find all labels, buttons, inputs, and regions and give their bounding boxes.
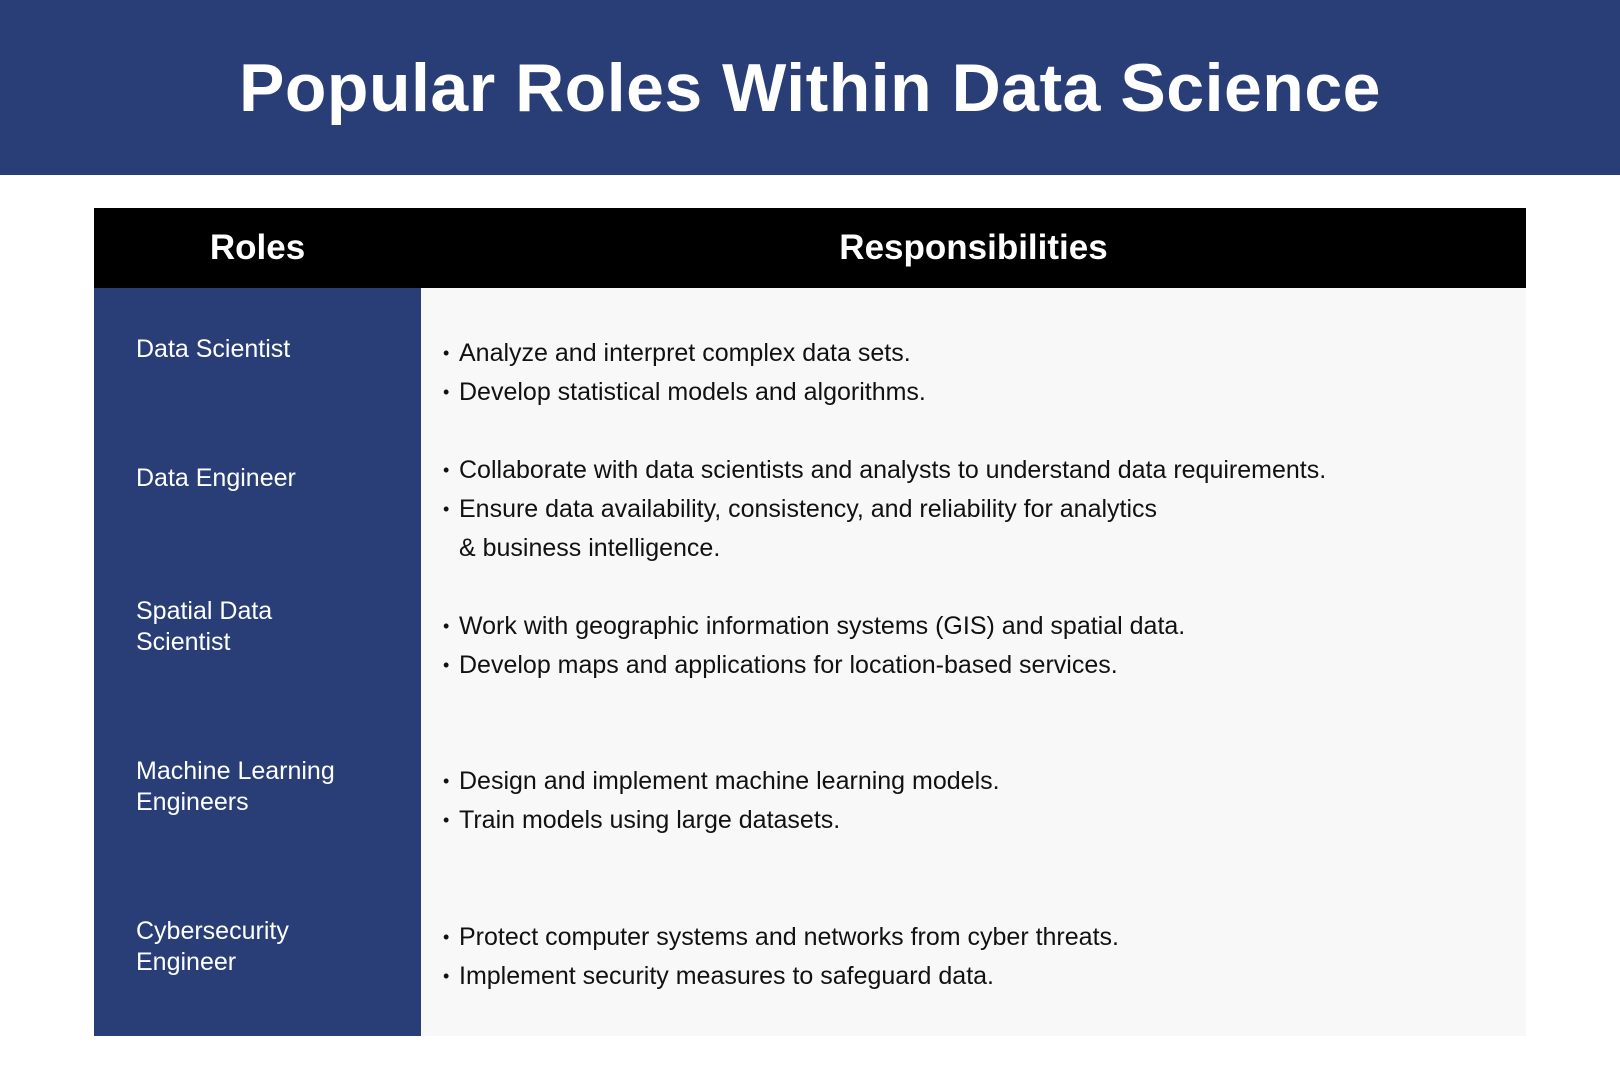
role-data-engineer xyxy=(136,463,416,494)
responsibility-item: • Collaborate with data scientists and analysts to understand data requirements. xyxy=(421,451,1526,490)
responsibility-item: • Develop maps and applications for location-based services. xyxy=(421,646,1526,685)
role-machine-learning-engineers xyxy=(136,756,416,818)
responsibilities-data-scientist xyxy=(421,334,1526,412)
responsibilities-spatial-data-scientist xyxy=(421,607,1526,685)
role-label-line: Cybersecurity xyxy=(136,917,289,945)
role-cybersecurity-engineer xyxy=(136,916,416,978)
responsibility-item: • Protect computer systems and networks from cyber threats. xyxy=(421,918,1526,957)
roles-table xyxy=(94,208,1526,1036)
table-header xyxy=(94,208,1526,288)
role-label-line: Spatial Data xyxy=(136,597,273,625)
responsibility-item-continuation: & business intelligence. xyxy=(459,534,721,562)
responsibility-item: • Analyze and interpret complex data sets. xyxy=(421,334,1526,373)
roles-column xyxy=(94,288,421,1036)
responsibilities-data-engineer xyxy=(421,451,1526,568)
responsibilities-cybersecurity-engineer xyxy=(421,918,1526,996)
header-responsibilities: Responsibilities xyxy=(839,228,1108,267)
page-title: Popular Roles Within Data Science xyxy=(239,49,1381,126)
responsibility-item: • Design and implement machine learning models. xyxy=(421,762,1526,801)
title-banner xyxy=(0,0,1620,175)
responsibility-item: • Implement security measures to safeguard data. xyxy=(421,957,1526,996)
header-roles: Roles xyxy=(209,228,306,267)
responsibilities-column xyxy=(421,288,1526,1036)
role-label-line: Scientist xyxy=(136,628,231,656)
role-label-line: Data Engineer xyxy=(136,464,296,492)
responsibility-item: • Train models using large datasets. xyxy=(421,801,1526,840)
role-data-scientist xyxy=(136,334,416,365)
role-label-line: Engineer xyxy=(136,948,237,976)
role-label-line: Data Scientist xyxy=(136,335,291,363)
responsibilities-machine-learning-engineers xyxy=(421,762,1526,840)
role-label-line: Engineers xyxy=(136,788,249,816)
role-spatial-data-scientist xyxy=(136,596,416,658)
responsibility-item: • Develop statistical models and algorithms. xyxy=(421,373,1526,412)
responsibility-item: • Work with geographic information systems (GIS) and spatial data. xyxy=(421,607,1526,646)
responsibility-item: • Ensure data availability, consistency, and reliability for analytics xyxy=(421,490,1526,529)
role-label-line: Machine Learning xyxy=(136,757,335,785)
